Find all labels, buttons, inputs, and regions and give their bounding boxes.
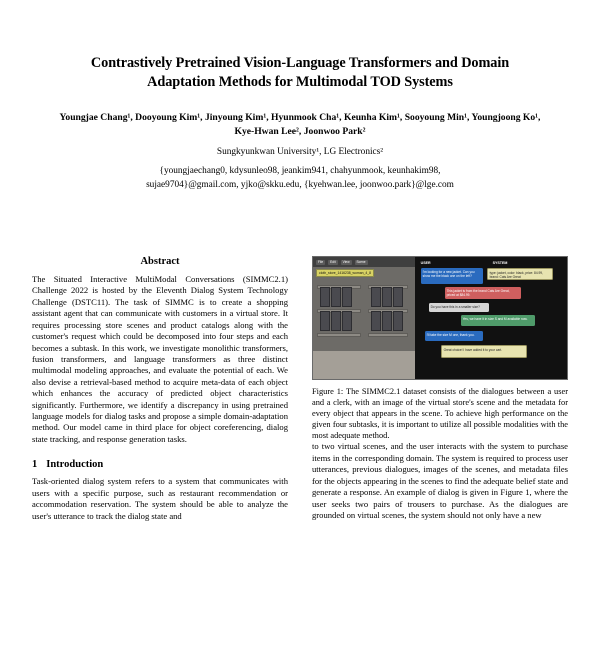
figure-scene-panel [313, 257, 415, 379]
two-column-body [32, 256, 568, 522]
dialog-bubble-system-3: Great choice! I have added it to your cart. [441, 345, 527, 358]
figure-dialog-panel [415, 257, 567, 379]
abstract-heading: Abstract [140, 256, 180, 267]
figure-1-caption: Figure 1: The SIMMC2.1 dataset consists of the dialogues between a user and a clerk, with an image of the virtual store's scene and the metadata for every object that appears in the scene. To achieve high performance on the given four subtasks, it is important to utilize all possible modalities with the most adequate method. [312, 387, 568, 441]
right-column [312, 256, 568, 522]
toolbar-item-file: File [318, 260, 324, 264]
garment [331, 287, 341, 307]
section-number: 1 [32, 459, 38, 471]
emails-line-2: sujae9704}@gmail.com, yjko@skku.edu, {kyehwan.lee, joonwoo.park}@lge.com [146, 180, 454, 191]
emails [46, 165, 554, 193]
section-title: Introduction [46, 459, 104, 471]
dialog-bubble-system-1: This jacket is from the brand Cats Are Great, priced at $84.99. [445, 287, 521, 299]
affiliation: Sungkyunkwan University¹, LG Electronics² [216, 147, 384, 158]
garment [371, 311, 381, 331]
dialog-system-label: SYSTEM [492, 261, 508, 265]
garment [342, 311, 352, 331]
dialog-user-label: USER [420, 261, 431, 265]
dialog-bubble-user-2: Do you have this in a smaller size? [429, 303, 489, 312]
dialog-bubble-metadata: type: jacket, color: black, price: 84.99, brand: Cats Are Great [487, 268, 553, 280]
dialog-bubble-user-1: I'm looking for a new jacket. Can you show me the black one on the left? [421, 268, 483, 284]
shelf-bar [317, 333, 361, 337]
garment [320, 311, 330, 331]
author-list: Youngjae Chang¹, Dooyoung Kim¹, Jinyoung Kim¹, Hyunmook Cha¹, Keunha Kim¹, Sooyoung Min¹, Youngjoong Ko¹, Kye-Hwan Lee², Joonwoo Park² [59, 111, 541, 137]
figure-1-image [312, 256, 568, 380]
right-column-text: to two virtual scenes, and the user interacts with the system to purchase items in the corresponding domain. The system is required to process user utterances, previous dialogues, images of the scenes, and metadata files for the objects appearing in the scenes to find the adequate belief state and generate a response. An example of dialog is given in Figure 1, where the user seeks two pairs of trousers to purchase. As the dialogues are grounded on virtual scenes, the system should not only have a new [312, 441, 568, 520]
abstract-text: The Situated Interactive MultiModal Conversations (SIMMC2.1) Challenge 2022 is hosted by the Eleventh Dialog System Technology Challenge (DSTC11). The task of SIMMC is to create a shopping assistant agent that can communicate with customers in a virtual store. It requires processing store scenes and product catalogs along with the customer's request which could be decomposed into four steps and each becomes a subtask. In this work, we investigate monolithic transformers, fusion transformers, and language transformers as three distinct multimodal modeling approaches, and evaluate the potential of each. We also devise a retrieval-based method to acquire meta-data of each object which enhances the accuracy of predicted object characteristics significantly. Furthermore, we identify a discrepancy in using pretrained language models for dialog tasks and propose a simple domain-adaptation method. Our model came in third place for object coreferencing, dialog state tracking, and response generation tasks. [32, 274, 288, 444]
introduction-heading [32, 459, 288, 470]
shelf-bar [368, 333, 408, 337]
emails-line-1: {youngjaechang0, kdysunleo98, jeankim941, chahyunmook, keunhakim98, [159, 166, 441, 177]
toolbar-item-edit: Edit [330, 260, 336, 264]
garment [393, 287, 403, 307]
dialog-bubble-system-2: Yes, we have it in size S and M available now. [461, 315, 535, 326]
left-column [32, 256, 288, 522]
garment [342, 287, 352, 307]
introduction-text: Task-oriented dialog system refers to a system that communicates with users with a specific purpose, such as restaurant recommendation or accommodation reservation. The system should be able to analyze the user's utterance to track the dialog state and [32, 476, 288, 521]
garment [320, 287, 330, 307]
garment [382, 311, 392, 331]
garment [331, 311, 341, 331]
scene-floor [313, 351, 415, 379]
page-title: Contrastively Pretrained Vision-Language Transformers and Domain Adaptation Methods for Multimodal TOD Systems [90, 55, 510, 91]
garment [393, 311, 403, 331]
paper-page [0, 54, 600, 654]
garment [371, 287, 381, 307]
dialog-bubble-user-3: I'll take the size M one, thank you. [425, 331, 483, 341]
figure-toolbar [313, 257, 415, 267]
toolbar-item-view: View [342, 260, 350, 264]
toolbar-item-scene: Scene [356, 260, 366, 264]
scene-name-chip: cloth_store_1416238_woman_4_8 [316, 269, 374, 277]
garment [382, 287, 392, 307]
